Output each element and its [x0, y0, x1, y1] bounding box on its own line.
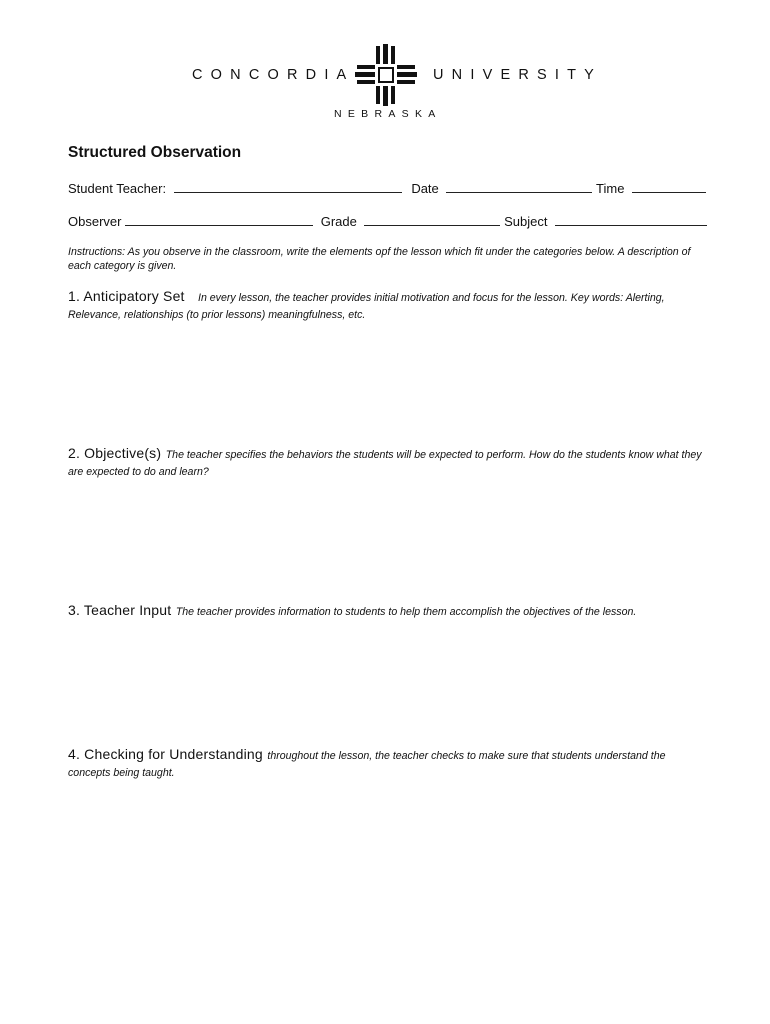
emblem-right-bar — [397, 65, 415, 69]
subject-field[interactable] — [555, 213, 707, 226]
section-title: 4. Checking for Understanding — [68, 746, 263, 762]
emblem-right-bar — [397, 72, 417, 77]
subject-label: Subject — [504, 214, 548, 229]
section-title: 1. Anticipatory Set — [68, 288, 185, 304]
emblem-bottom-bar — [391, 86, 395, 104]
page-title: Structured Observation — [68, 144, 242, 161]
emblem-right-bar — [397, 80, 415, 84]
date-field[interactable] — [446, 180, 592, 193]
instructions-text: Instructions: As you observe in the classroom, write the elements opf the lesson which fit under the categories below. A description of each category is given. — [68, 246, 691, 272]
university-cross-emblem-icon — [355, 44, 417, 106]
observer-field[interactable] — [125, 213, 313, 226]
section-description: The teacher provides information to students to help them accomplish the objectives of the lesson. — [175, 606, 637, 618]
emblem-top-bar — [383, 44, 388, 64]
observer-label: Observer — [68, 214, 122, 229]
section-teacher-input — [68, 603, 708, 620]
section-title: 3. Teacher Input — [68, 602, 172, 618]
logo-right-word: UNIVERSITY — [433, 67, 603, 83]
emblem-top-bar — [376, 46, 380, 64]
emblem-left-bar — [357, 80, 375, 84]
emblem-left-bar — [357, 65, 375, 69]
section-objectives — [68, 446, 708, 480]
student-teacher-label: Student Teacher: — [68, 181, 167, 196]
time-label: Time — [596, 181, 625, 196]
student-teacher-field[interactable] — [174, 180, 402, 193]
logo-subtitle: NEBRASKA — [334, 108, 442, 120]
grade-label: Grade — [320, 214, 357, 229]
date-label: Date — [411, 181, 439, 196]
concordia-logo — [188, 42, 603, 124]
logo-left-word: CONCORDIA — [192, 67, 355, 83]
section-title: 2. Objective(s) — [68, 445, 162, 461]
time-field[interactable] — [632, 180, 706, 193]
header-fields-row-1 — [68, 180, 706, 196]
grade-field[interactable] — [364, 213, 500, 226]
section-checking-for-understanding — [68, 747, 708, 781]
section-description: In every lesson, the teacher provides initial motivation and focus for the lesson. Key words: Alerting, Relevance, relationships (to prior lessons) meaningfulness, etc. — [68, 292, 665, 321]
section-description: The teacher specifies the behaviors the students will be expected to perform. How do the students know what they are expected to do and learn? — [68, 449, 702, 478]
section-description: throughout the lesson, the teacher checks to make sure that students understand the concepts being taught. — [68, 750, 666, 779]
emblem-left-bar — [355, 72, 375, 77]
emblem-top-bar — [391, 46, 395, 64]
section-anticipatory-set — [68, 289, 708, 323]
header-fields-row-2 — [68, 213, 707, 229]
emblem-bottom-bar — [376, 86, 380, 104]
emblem-center — [379, 68, 393, 82]
emblem-bottom-bar — [383, 86, 388, 106]
